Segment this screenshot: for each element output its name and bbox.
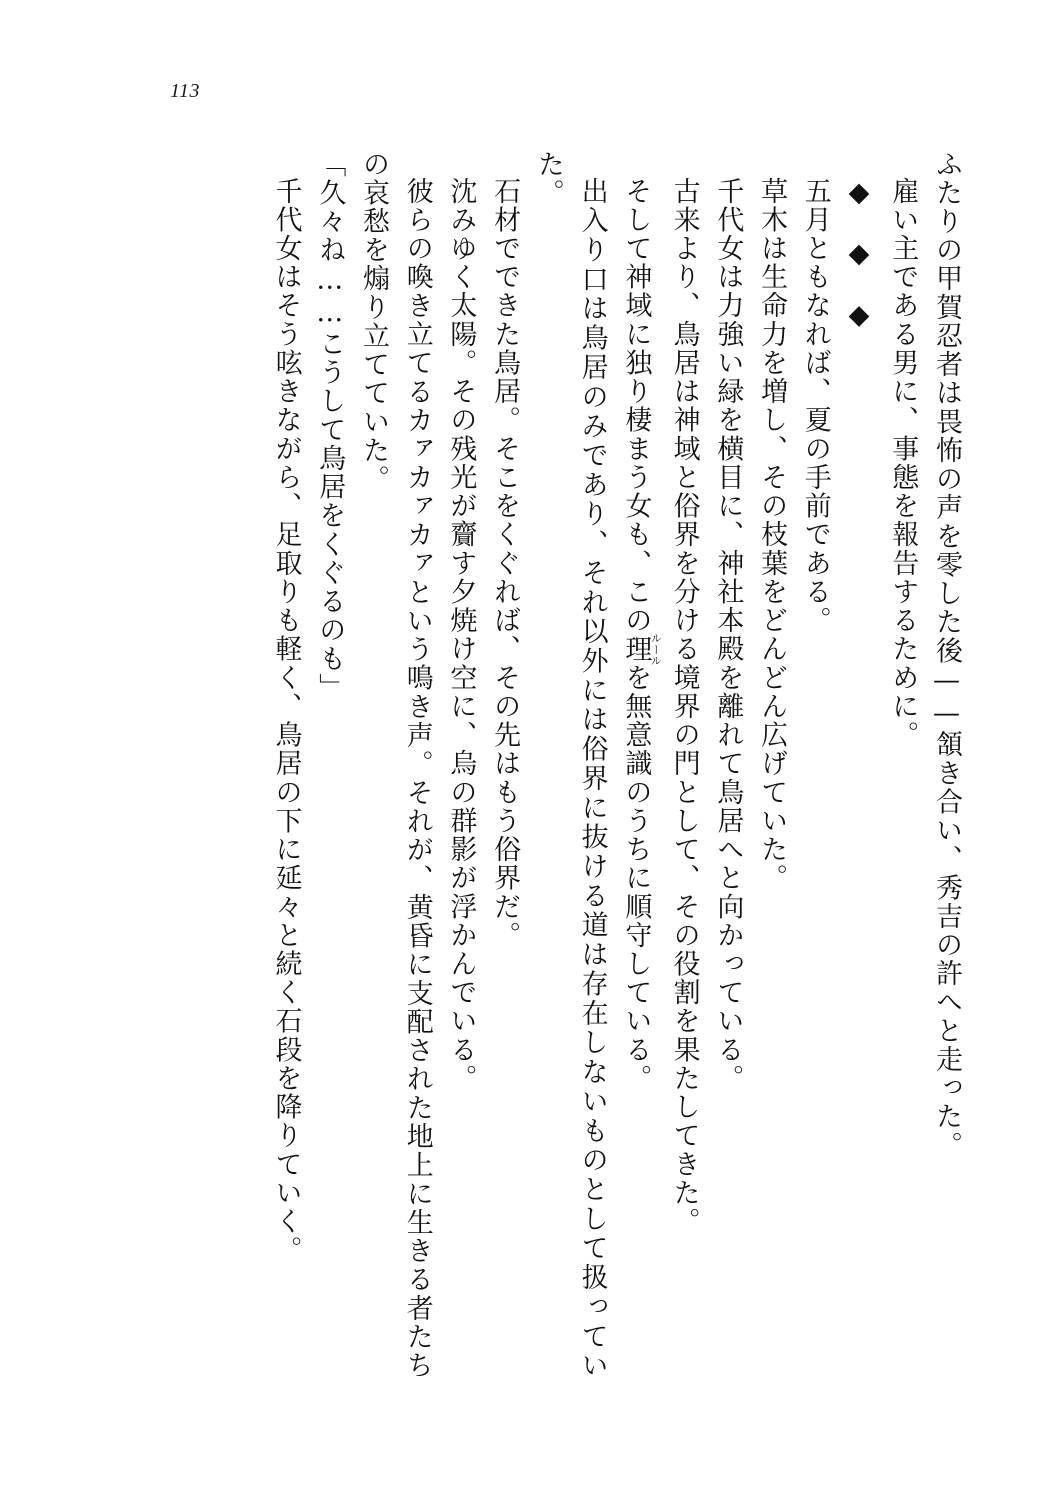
paragraph-7-lead: そして神域に独り棲まう女も、この [620,177,652,635]
page-number: 113 [170,80,201,102]
paragraph-7-tail: を無意識のうちに順守している。 [620,663,652,1093]
paragraph-6: 古来より、鳥居は神域と俗界を分ける境界の門として、その役割を果たしてきた。 [668,177,700,1236]
ruby-base: 理 [620,632,652,667]
paragraph-3: 五月ともなれば、夏の手前である。 [799,177,831,635]
paragraph-4: 草木は生命力を増し、その枝葉をどんどん広げていた。 [756,177,788,893]
paragraph-11: 彼らの喚き立てるカァカァカァという鳴き声。それが、黄昏に支配された地上に生きる者たちの哀愁を煽り立てていた。 [357,150,433,1380]
paragraph-10: 沈みゆく太陽。その残光が齎す夕焼け空に、烏の群影が浮かんでいる。 [445,177,477,1093]
page-body-text [178,150,968,1380]
ruby-rule [620,632,663,667]
paragraph-1: ふたりの甲賀忍者は畏怖の声を零した後——頷き合い、秀吉の許へと走った。 [931,150,962,1160]
ruby-reading: ルール [649,632,663,667]
paragraph-8: 出入り口は鳥居のみであり、それ以外には俗界に抜ける道は存在しないものとして扱っていた。 [532,150,608,1380]
paragraph-9: 石材でできた鳥居。そこをくぐれば、その先はもう俗界だ。 [489,177,521,950]
paragraph-5: 千代女は力強い緑を横目に、神社本殿を離れて鳥居へと向かっている。 [712,177,744,1093]
paragraph-7 [614,150,662,1380]
scene-break-ornament: ◆ ◆ ◆ [843,177,875,333]
dialogue-line: 「久々ね……こうして鳥居をくぐるのも」 [314,150,346,702]
paragraph-2: 雇い主である男に、事態を報告するために。 [887,177,919,750]
paragraph-13: 千代女はそう呟きながら、足取りも軽く、鳥居の下に延々と続く石段を降りていく。 [270,177,302,1265]
